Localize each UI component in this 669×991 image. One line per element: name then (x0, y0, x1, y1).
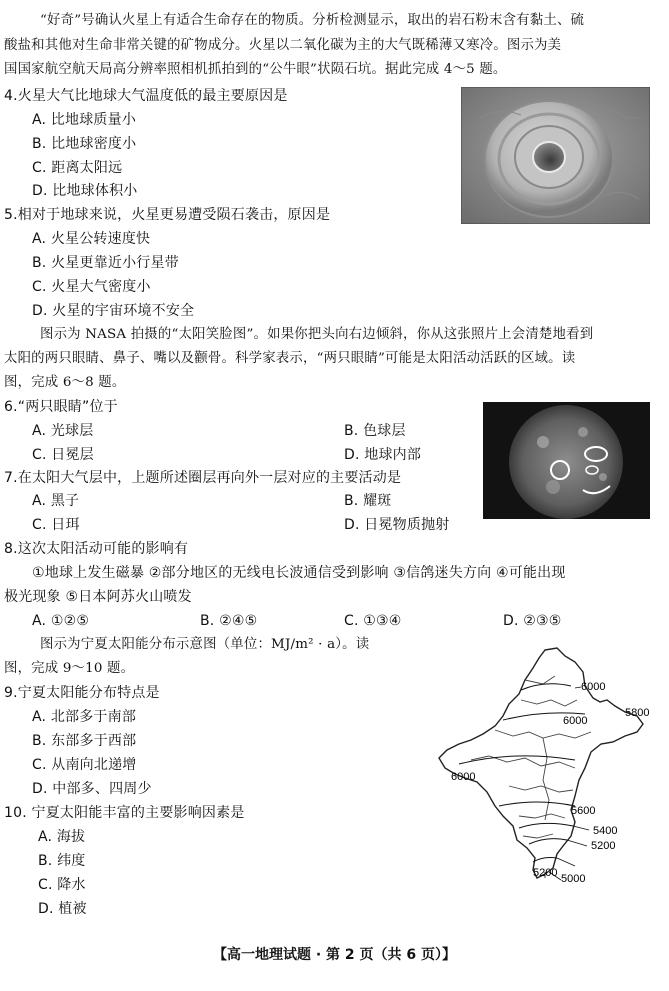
q6-option-b: B. 色球层 (344, 423, 406, 439)
q6-option-c: C. 日冕层 (32, 447, 94, 463)
crater-photo (461, 87, 650, 224)
q7-option-b: B. 耀斑 (344, 493, 392, 509)
q8-option-b: B. ②④⑤ (200, 613, 258, 629)
passage3-line1: 图示为宁夏太阳能分布示意图（单位：MJ/m² · a）。读 (40, 637, 370, 652)
q10-option-c: C. 降水 (38, 877, 86, 893)
map-label-6000-north: 6000 (581, 681, 606, 693)
q7-option-c: C. 日珥 (32, 517, 80, 533)
q6-option-d: D. 地球内部 (344, 447, 422, 463)
passage3-line2: 图，完成 9～10 题。 (4, 661, 135, 676)
map-label-6000-center: 6000 (563, 715, 588, 727)
q5-option-a: A. 火星公转速度快 (32, 231, 151, 247)
passage2-line2: 太阳的两只眼睛、鼻子、嘴以及颧骨。科学家表示，“两只眼睛”可能是太阳活动活跃的区域。读 (4, 351, 576, 366)
map-label-5400: 5400 (593, 825, 618, 837)
q8-option-d: D. ②③⑤ (503, 613, 562, 629)
q8-option-a: A. ①②⑤ (32, 613, 90, 629)
ningxia-solar-map (425, 640, 665, 890)
passage1-line1: “好奇”号确认火星上有适合生命存在的物质。分析检测显示，取出的岩石粉末含有黏土、硫 (40, 13, 585, 28)
passage2-line1: 图示为 NASA 拍摄的“太阳笑脸图”。如果你把头向右边倾斜，你从这张照片上会清楚地看到 (40, 327, 594, 342)
q10-option-b: B. 纬度 (38, 853, 86, 869)
map-label-5200-east: 5200 (591, 840, 616, 852)
q7-option-a: A. 黑子 (32, 493, 80, 509)
q9-option-c: C. 从南向北递增 (32, 757, 137, 773)
q4-option-d: D. 比地球体积小 (32, 183, 138, 199)
q5-stem: 5.相对于地球来说，火星更易遭受陨石袭击，原因是 (4, 207, 331, 223)
passage2-line3: 图，完成 6～8 题。 (4, 375, 126, 390)
q4-option-c: C. 距离太阳远 (32, 160, 123, 176)
q10-option-a: A. 海拔 (38, 829, 86, 845)
passage1-line2: 酸盐和其他对生命非常关键的矿物成分。火星以二氧化碳为主的大气既稀薄又寒冷。图示为美 (4, 38, 562, 53)
q9-option-b: B. 东部多于西部 (32, 733, 137, 749)
map-label-5600: 5600 (571, 805, 596, 817)
q5-option-d: D. 火星的宇宙环境不安全 (32, 303, 195, 319)
q7-stem: 7.在太阳大气层中，上题所述圈层再向外一层对应的主要活动是 (4, 470, 402, 486)
q4-option-a: A. 比地球质量小 (32, 112, 137, 128)
q10-stem: 10. 宁夏太阳能丰富的主要影响因素是 (4, 805, 245, 821)
passage1-line3: 国国家航空航天局高分辨率照相机抓拍到的“公牛眼”状陨石坑。据此完成 4～5 题。 (4, 62, 507, 77)
q8-items-line1: ①地球上发生磁暴 ②部分地区的无线电长波通信受到影响 ③信鸽迷失方向 ④可能出现 (32, 565, 566, 581)
q8-items-line2: 极光现象 ⑤日本阿苏火山喷发 (4, 589, 192, 605)
q10-option-d: D. 植被 (38, 901, 87, 917)
q7-option-d: D. 日冕物质抛射 (344, 517, 450, 533)
q6-option-a: A. 光球层 (32, 423, 94, 439)
q5-option-c: C. 火星大气密度小 (32, 279, 151, 295)
q9-stem: 9.宁夏太阳能分布特点是 (4, 685, 160, 701)
q4-option-b: B. 比地球密度小 (32, 136, 137, 152)
q4-stem: 4.火星大气比地球大气温度低的最主要原因是 (4, 88, 288, 104)
q9-option-d: D. 中部多、四周少 (32, 781, 152, 797)
q8-stem: 8.这次太阳活动可能的影响有 (4, 541, 189, 557)
q6-stem: 6.“两只眼睛”位于 (4, 399, 118, 415)
sun-smile-photo (483, 402, 650, 519)
map-label-6000-west: 6000 (451, 771, 476, 783)
q8-option-c: C. ①③④ (344, 613, 402, 629)
map-label-5000: 5000 (561, 873, 586, 885)
q9-option-a: A. 北部多于南部 (32, 709, 137, 725)
q5-option-b: B. 火星更靠近小行星带 (32, 255, 179, 271)
map-label-5800: 5800 (625, 707, 650, 719)
map-label-5200-south: 5200 (533, 867, 558, 879)
page-footer: 【高一地理试题 · 第 2 页（共 6 页）】 (212, 947, 457, 963)
